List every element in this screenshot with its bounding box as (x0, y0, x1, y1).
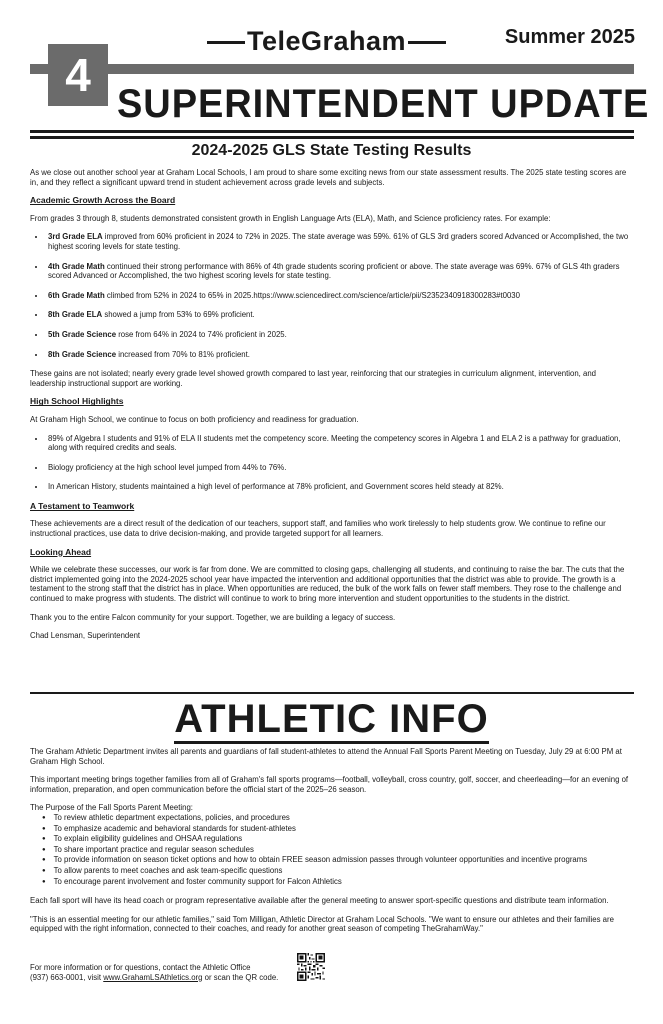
list-item: • 89% of Algebra I students and 91% of ELA II students met the competency score. Meeting the competency scores in Algebra 1 and ELA 2 is a pathway for graduation, along with required credits and seals. (46, 434, 634, 453)
ahead-paragraph: While we celebrate these successes, our work is far from done. We are committed to closing gaps, challenging all students, and continuing to raise the bar. The cuts that the district implemented going into the 2024-2025 school year have impacted the intervention and additional opportunities that the district was able to provide. The growth is a testament to the strong staff that the district has in place. When opportunities are reduced, the bulk of the work falls on fewer staff members. They rose to the challenge and continued to make progress with students. The district will continue to work to bring more intervention and student opportunities to the students in the district. (30, 565, 625, 604)
page-subtitle: 2024-2025 GLS State Testing Results (191, 142, 472, 159)
athletic-quote: "This is an essential meeting for our athletic families," said Tom Milligan, Athletic Director at Graham Local Schools. "We want to ensure our athletes and their families are equipped with the right information, connected to their coaches, and ready for another great season of competing TheGrahamWay." (30, 914, 614, 934)
teamwork-heading: A Testament to Teamwork (30, 500, 135, 511)
masthead-rule-left (207, 41, 245, 44)
intro-paragraph: As we close out another school year at Graham Local Schools, I am proud to share some exciting news from our state assessment results. The 2025 state testing scores are in, and they reflect a significant upward trend in student achievement across grade levels and subjects. (30, 168, 627, 187)
list-item: ● To emphasize academic and behavioral standards for student-athletes (42, 824, 634, 835)
signature: Chad Lensman, Superintendent (30, 631, 141, 641)
academic-heading: Academic Growth Across the Board (30, 195, 176, 206)
ahead-heading: Looking Ahead (30, 546, 92, 557)
list-item: ● To encourage parent involvement and foster community support for Falcon Athletics (42, 877, 634, 888)
athletic-p2: This important meeting brings together families from all of Graham's fall sports programs—football, volleyball, cross country, golf, soccer, and cheerleading—for an evening of information, preparation, and open communication before the official start of the 2025–26 season. (30, 775, 629, 794)
page-number: 4 (48, 44, 108, 106)
header-bar (30, 64, 634, 74)
athletic-title-text: ATHLETIC INFO (174, 697, 488, 744)
masthead-title (205, 26, 448, 57)
list-item: • 3rd Grade ELA improved from 60% proficient in 2024 to 72% in 2025. The state average was 59%. 61% of GLS 3rd graders scored Advanced or Accomplished, the two highest scoring levels for state testing. (46, 232, 634, 251)
contact-line-1: For more information or for questions, contact the Athletic Office (30, 963, 251, 972)
list-item: • 8th Grade Science increased from 70% to 81% proficient. (46, 350, 634, 360)
superintendent-article (30, 168, 634, 650)
list-item: ● To explain eligibility guidelines and OHSAA regulations (42, 834, 634, 845)
athletics-website-link[interactable]: www.GrahamLSAthletics.org (103, 972, 203, 982)
list-item: • 8th Grade ELA showed a jump from 53% to 69% proficient. (46, 310, 634, 320)
highschool-heading: High School Highlights (30, 396, 124, 407)
list-item: ● To review athletic department expectations, policies, and procedures (42, 813, 634, 824)
athletic-p1: The Graham Athletic Department invites all parents and guardians of fall student-athletes to attend the Annual Fall Sports Parent Meeting on Tuesday, July 29 at 6:00 PM at Graham High School. (30, 747, 622, 766)
academic-intro: From grades 3 through 8, students demonstrated consistent growth in English Language Arts (ELA), Math, and Science proficiency rates. For example: (30, 213, 551, 223)
contact-block (30, 963, 278, 982)
athletic-title (0, 697, 663, 742)
purpose-intro: The Purpose of the Fall Sports Parent Meeting: (30, 803, 193, 813)
athletic-article (30, 747, 634, 943)
list-item: ● To allow parents to meet coaches and ask team-specific questions (42, 866, 634, 877)
academic-list (30, 232, 634, 359)
list-item: ● To provide information on season ticket options and how to obtain FREE season admission passes through volunteer opportunities and incentive programs (42, 855, 634, 866)
headline-rule-top (30, 130, 634, 133)
highschool-list (30, 434, 634, 492)
qr-code-icon[interactable] (297, 953, 325, 981)
list-item: • Biology proficiency at the high school level jumped from 44% to 76%. (46, 463, 634, 473)
athletic-p3: Each fall sport will have its head coach or program representative available after the general meeting to answer sport-specific questions and distribute team information. (30, 896, 609, 906)
thanks-paragraph: Thank you to the entire Falcon community for your support. Together, we are building a legacy of success. (30, 612, 396, 622)
masthead-rule-right (408, 41, 446, 44)
list-item: • 5th Grade Science rose from 64% in 2024 to 74% proficient in 2025. (46, 330, 634, 340)
purpose-list (30, 813, 634, 887)
list-item: • 6th Grade Math climbed from 52% in 2024 to 65% in 2025.https://www.sciencedirect.com/science/article/pii/S2352340918300283#t0030 (46, 291, 634, 301)
masthead-title-text: TeleGraham (247, 26, 407, 56)
academic-closing: These gains are not isolated; nearly every grade level showed growth compared to last year, reinforcing that our strategies in curriculum alignment, intervention, and leadership instructional support are working. (30, 369, 597, 388)
list-item: • 4th Grade Math continued their strong performance with 86% of 4th grade students scoring proficient or above. The state average was 69%. 67% of GLS 4th graders scored Advanced or Accomplished, the two highest scoring levels for state testing. (46, 262, 634, 281)
teamwork-paragraph: These achievements are a direct result of the dedication of our teachers, support staff, and families who work tirelessly to help students grow. We continue to refine our instructional practices, use data to drive decision-making, and provide targeted support for all learners. (30, 519, 606, 539)
list-item: • In American History, students maintained a high level of performance at 78% proficient, and Government scores held steady at 82%. (46, 482, 634, 492)
section-divider (30, 692, 634, 694)
season-label: Summer 2025 (504, 26, 635, 48)
section-headline: SUPERINTENDENT UPDATE (117, 82, 650, 126)
headline-rule-bottom (30, 136, 634, 139)
contact-line-2: (937) 663-0001, visit www.GrahamLSAthletics.org or scan the QR code. (30, 972, 279, 982)
highschool-intro: At Graham High School, we continue to focus on both proficiency and readiness for graduation. (30, 414, 359, 424)
list-item: ● To share important practice and regular season schedules (42, 845, 634, 856)
